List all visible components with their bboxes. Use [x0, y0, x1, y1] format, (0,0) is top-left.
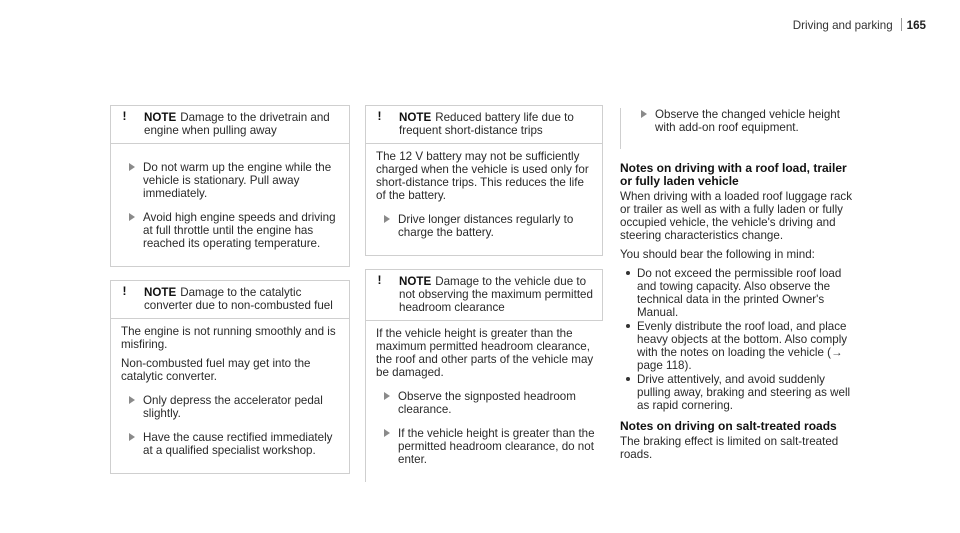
note-label: NOTE — [399, 111, 432, 124]
note-body — [111, 143, 349, 266]
arrow-right-icon — [384, 215, 390, 223]
section-title: Driving and parking — [792, 19, 893, 32]
note-paragraph: The engine is not running smoothly and is misfiring. — [121, 325, 336, 351]
arrow-right-icon — [129, 213, 135, 221]
arrow-right-icon — [384, 392, 390, 400]
section-heading-salt-roads: Notes on driving on salt-treated roads — [620, 419, 837, 433]
warning-icon: ! — [377, 109, 382, 123]
note-body — [366, 320, 603, 482]
column-2 — [365, 105, 603, 495]
section-heading-roof-load: Notes on driving with a roof load, trailer or fully laden vehicle — [620, 161, 847, 188]
note-paragraph: If the vehicle height is greater than the maximum permitted headroom clearance, the roof and other parts of the vehicle may be damaged. — [376, 327, 594, 379]
instruction-step: Do not warm up the engine while the vehicle is stationary. Pull away immediately. — [121, 161, 341, 200]
note-title: Damage to the catalytic converter due to non-combusted fuel — [144, 286, 333, 312]
note-header — [111, 281, 349, 318]
note-continuation — [620, 108, 856, 149]
note-label: NOTE — [399, 275, 432, 288]
warning-icon: ! — [377, 273, 382, 287]
instruction-step: Have the cause rectified immediately at a qualified specialist workshop. — [121, 431, 341, 457]
list-item: Evenly distribute the roof load, and place heavy objects at the bottom. Also comply with the notes on loading the vehicle (→ page 118). — [620, 320, 856, 372]
bullet-list — [620, 267, 856, 412]
note-label: NOTE — [144, 111, 177, 124]
note-title: Reduced battery life due to frequent short-distance trips — [399, 111, 574, 137]
instruction-step: Avoid high engine speeds and driving at full throttle until the engine has reached its operating temperature. — [121, 211, 341, 250]
note-headroom — [365, 269, 603, 482]
section-text: The braking effect is limited on salt-treated roads. — [620, 435, 839, 461]
instruction-step: Observe the signposted headroom clearance. — [376, 390, 595, 416]
note-battery — [365, 105, 603, 256]
note-header — [366, 106, 602, 143]
note-header — [366, 270, 603, 320]
note-body — [111, 318, 349, 473]
column-3 — [620, 105, 856, 467]
note-drivetrain — [110, 105, 350, 267]
warning-icon: ! — [122, 284, 127, 298]
section-lead: You should bear the following in mind: — [620, 248, 815, 261]
section-intro: When driving with a loaded roof luggage rack or trailer as well as with a fully laden or fully occupied vehicle, the vehicle's driving and steering characteristics change. — [620, 190, 853, 242]
warning-icon: ! — [122, 109, 127, 123]
column-1 — [110, 105, 350, 487]
instruction-step: If the vehicle height is greater than the permitted headroom clearance, do not enter. — [376, 427, 595, 466]
instruction-step: Observe the changed vehicle height with add-on roof equipment. — [633, 108, 856, 134]
bullet-icon — [626, 271, 630, 275]
note-catalytic-converter — [110, 280, 350, 474]
note-paragraph: Non-combusted fuel may get into the catalytic converter. — [121, 357, 311, 383]
instruction-step: Only depress the accelerator pedal slightly. — [121, 394, 341, 420]
list-item: Drive attentively, and avoid suddenly pulling away, braking and steering as well as rapid cornering. — [620, 373, 856, 412]
list-item: Do not exceed the permissible roof load and towing capacity. Also observe the technical data in the printed Owner's Manual. — [620, 267, 856, 319]
note-title: Damage to the vehicle due to not observing the maximum permitted headroom clearance — [399, 275, 593, 314]
bullet-icon — [626, 324, 630, 328]
page-header — [793, 18, 926, 32]
page-number: 165 — [906, 19, 926, 32]
bullet-icon — [626, 377, 630, 381]
note-paragraph: The 12 V battery may not be sufficiently charged when the vehicle is used only for short-distance trips. This reduces the life of the battery. — [376, 150, 589, 202]
arrow-right-icon — [129, 396, 135, 404]
arrow-right-icon — [129, 433, 135, 441]
arrow-right-icon — [384, 429, 390, 437]
header-divider — [901, 18, 902, 31]
arrow-right-icon — [641, 110, 647, 118]
arrow-right-icon — [129, 163, 135, 171]
note-body — [366, 143, 602, 255]
note-title: Damage to the drivetrain and engine when pulling away — [144, 111, 330, 137]
note-label: NOTE — [144, 286, 177, 299]
note-header — [111, 106, 349, 143]
instruction-step: Drive longer distances regularly to charge the battery. — [376, 213, 594, 239]
